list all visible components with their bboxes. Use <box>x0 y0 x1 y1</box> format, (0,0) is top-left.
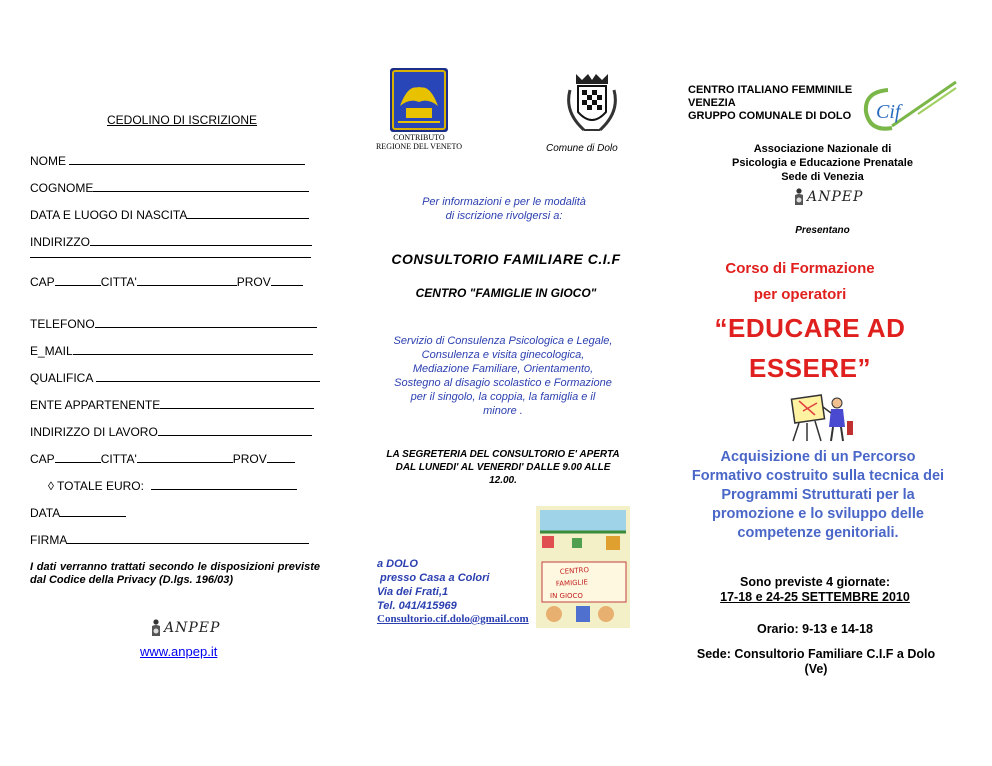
field-label: TELEFONO <box>30 317 95 331</box>
field-label: PROV <box>236 275 271 289</box>
cif-header <box>688 84 852 123</box>
contributo-line: REGIONE DEL VENETO <box>375 142 463 151</box>
website-link[interactable]: www.anpep.it <box>140 644 218 659</box>
info-line: di iscrizione rivolgersi a: <box>445 210 563 222</box>
description-line: Programmi Strutturati per la <box>721 487 915 503</box>
field-line <box>187 208 309 219</box>
children-drawing-image <box>536 506 630 628</box>
field-indirizzo-lavoro[interactable] <box>30 425 312 439</box>
segreteria-text <box>380 448 626 487</box>
association-line: Associazione Nazionale di <box>753 143 892 155</box>
field-line <box>151 479 297 490</box>
segreteria-line: LA SEGRETERIA DEL CONSULTORIO E' APERTA <box>386 449 620 460</box>
course-title <box>680 256 920 308</box>
field-label: QUALIFICA <box>30 371 93 385</box>
field-line <box>93 181 309 192</box>
field-telefono[interactable] <box>30 317 317 331</box>
contributo-label <box>362 133 476 151</box>
field-label: CITTA' <box>100 452 137 466</box>
cif-logo <box>858 80 958 136</box>
field-line <box>67 533 309 544</box>
person-icon <box>150 619 162 637</box>
venue-line: (Ve) <box>804 662 828 676</box>
field-line <box>55 452 101 463</box>
course-title-line: per operatori <box>753 286 847 303</box>
field-label: CAP <box>30 275 55 289</box>
cif-header-line: VENEZIA <box>688 97 736 109</box>
field-firma[interactable] <box>30 533 309 547</box>
address-line: presso Casa a Colori <box>377 572 490 584</box>
field-line <box>158 425 312 436</box>
info-line: Per informazioni e per le modalità <box>422 196 586 208</box>
field-data[interactable] <box>30 506 126 520</box>
field-line <box>60 506 126 517</box>
field-ente[interactable] <box>30 398 314 412</box>
comune-dolo-emblem <box>562 70 622 138</box>
cif-header-line: CENTRO ITALIANO FEMMINILE <box>688 84 853 96</box>
association-block <box>700 142 945 184</box>
field-line-extra <box>30 257 311 258</box>
field-label: DATA E LUOGO DI NASCITA <box>30 208 188 222</box>
anpep-logo <box>793 188 863 206</box>
field-label: FIRMA <box>30 533 68 547</box>
course-description <box>670 448 966 543</box>
description-line: promozione e lo sviluppo delle <box>712 506 924 522</box>
privacy-notice: I dati verranno trattati secondo le disposizioni previste dal Codice della Privacy (D.lgs. 196/03) <box>30 561 320 586</box>
venue-line: Sede: Consultorio Familiare C.I.F a Dolo <box>696 647 936 661</box>
painter-illustration <box>785 393 857 443</box>
field-label: ENTE APPARTENENTE <box>30 398 161 412</box>
address-line: a DOLO <box>377 558 418 570</box>
field-qualifica[interactable] <box>30 371 320 385</box>
field-label: ◊ TOTALE EURO: <box>48 479 144 493</box>
field-label: DATA <box>30 506 61 520</box>
description-line: Formativo costruito sulla tecnica dei <box>691 468 945 484</box>
field-email[interactable] <box>30 344 313 358</box>
field-label: NOME <box>30 154 66 168</box>
field-line <box>96 371 320 382</box>
description-line: Acquisizione di un Percorso <box>720 449 916 465</box>
presentano-label: Presentano <box>795 225 850 236</box>
schedule-dates: 17-18 e 24-25 SETTEMBRE 2010 <box>720 590 910 604</box>
anpep-logo <box>150 619 220 637</box>
main-title <box>680 308 940 388</box>
field-line <box>73 344 313 355</box>
drawing-text: FAMIGLIE <box>555 578 589 588</box>
field-label: INDIRIZZO DI LAVORO <box>30 425 158 439</box>
contributo-line: CONTRIBUTO <box>393 133 445 142</box>
segreteria-line: DAL LUNEDI' AL VENERDI' DALLE 9.00 ALLE <box>395 462 611 473</box>
schedule-days: Sono previste 4 giornate: <box>739 575 891 589</box>
field-line <box>90 235 312 246</box>
field-line <box>95 317 317 328</box>
services-line: Servizio di Consulenza Psicologica e Legale, <box>393 335 613 347</box>
services-line: Sostegno al disagio scolastico e Formazione <box>394 377 612 389</box>
services-line: Consulenza e visita ginecologica, <box>421 349 585 361</box>
field-label: COGNOME <box>30 181 94 195</box>
field-line <box>137 275 237 286</box>
field-label: PROV <box>232 452 267 466</box>
main-title-line: ESSERE” <box>749 353 871 383</box>
field-line <box>137 452 233 463</box>
field-data-luogo[interactable] <box>30 208 309 222</box>
address-line: Tel. 041/415969 <box>377 600 457 612</box>
anpep-logo-text: ANPEP <box>164 620 221 636</box>
comune-label: Comune di Dolo <box>546 143 618 154</box>
field-cap-citta-prov[interactable] <box>30 275 303 289</box>
segreteria-line: 12.00. <box>489 475 517 486</box>
field-indirizzo[interactable] <box>30 235 312 249</box>
field-line <box>267 452 295 463</box>
field-cognome[interactable] <box>30 181 309 195</box>
field-cap-citta-prov-lavoro[interactable] <box>30 452 295 466</box>
field-label: INDIRIZZO <box>30 235 90 249</box>
form-title: CEDOLINO DI ISCRIZIONE <box>107 113 258 127</box>
field-line <box>160 398 314 409</box>
main-title-line: “EDUCARE AD <box>714 313 906 343</box>
services-line: per il singolo, la coppia, la famiglia e il <box>410 391 596 403</box>
cif-logo-text: Cif <box>876 101 901 123</box>
services-text <box>372 334 634 418</box>
address-block <box>377 557 490 613</box>
consultorio-title: CONSULTORIO FAMILIARE C.I.F <box>391 251 621 267</box>
description-line: competenze genitoriali. <box>737 525 899 541</box>
info-text <box>385 195 623 223</box>
association-line: Sede di Venezia <box>781 171 864 183</box>
field-totale[interactable] <box>48 479 297 493</box>
field-line <box>271 275 303 286</box>
association-line: Psicologia e Educazione Prenatale <box>732 157 913 169</box>
person-icon <box>793 188 805 206</box>
field-nome[interactable] <box>30 154 305 168</box>
centro-title: CENTRO "FAMIGLIE IN GIOCO" <box>415 286 597 300</box>
venue-block <box>674 647 958 677</box>
services-line: minore . <box>483 405 523 417</box>
services-line: Mediazione Familiare, Orientamento, <box>412 363 594 375</box>
cif-header-line: GRUPPO COMUNALE DI DOLO <box>688 110 852 122</box>
field-label: CAP <box>30 452 55 466</box>
address-line: Via dei Frati,1 <box>377 586 449 598</box>
course-title-line: Corso di Formazione <box>725 260 875 277</box>
drawing-text: CENTRO <box>559 565 590 576</box>
regione-veneto-emblem <box>388 66 450 134</box>
field-line <box>55 275 101 286</box>
field-line <box>69 154 305 165</box>
anpep-logo-text: ANPEP <box>807 189 864 205</box>
drawing-text: IN GIOCO <box>550 592 583 600</box>
field-label: E_MAIL <box>30 344 73 358</box>
field-label: CITTA' <box>100 275 137 289</box>
schedule-hours: Orario: 9-13 e 14-18 <box>756 622 874 636</box>
schedule-block <box>690 575 940 605</box>
email-link[interactable]: Consultorio.cif.dolo@gmail.com <box>377 613 529 625</box>
